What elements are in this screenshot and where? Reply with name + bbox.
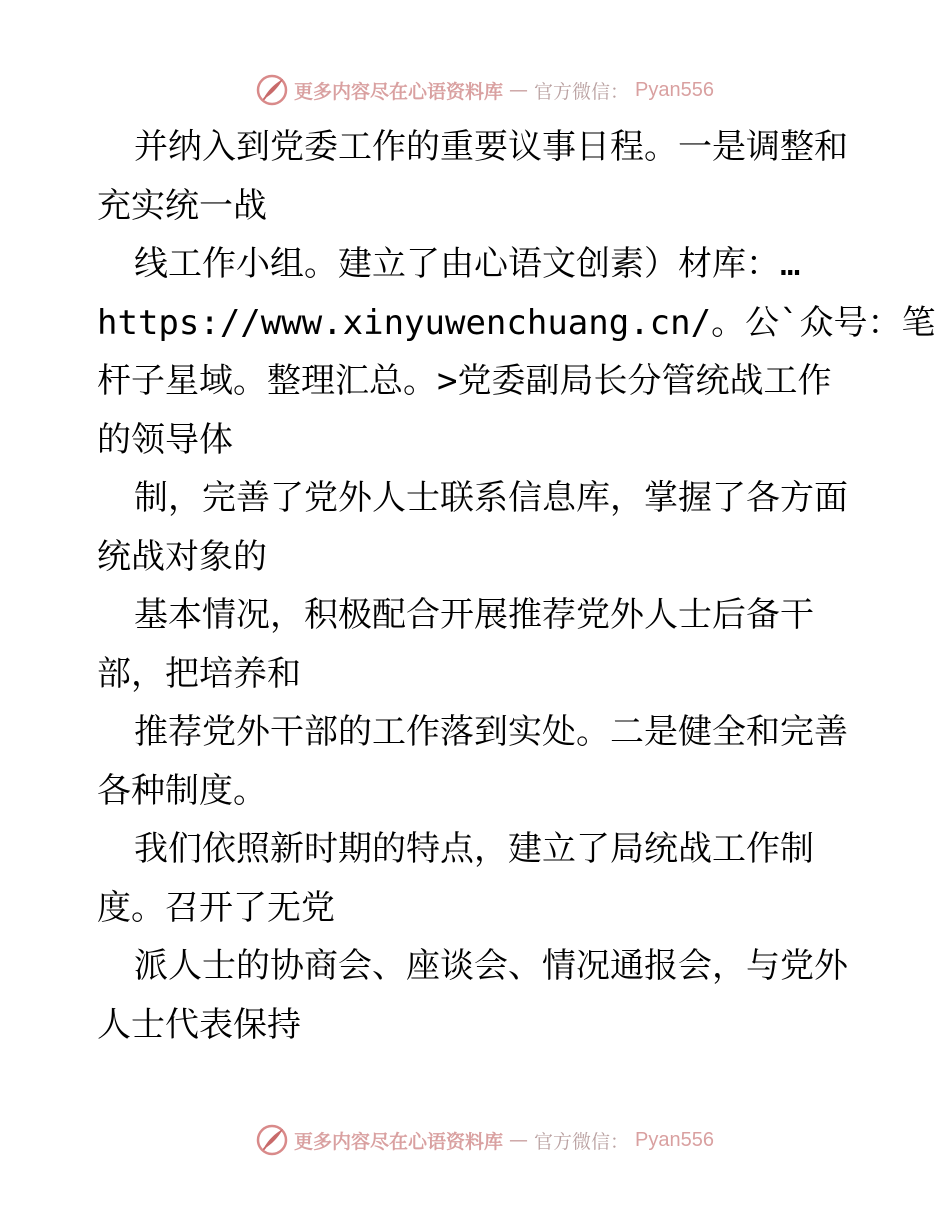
watermark-group [256,74,714,106]
watermark-text: 更多内容尽在心语资料库 [294,1130,504,1153]
text-line: 部，把培养和 [97,653,301,694]
text-line: 制，完善了党外人士联系信息库，掌握了各方面 [134,478,848,518]
watermark-wechat-label: 官方微信： [534,80,630,103]
watermark-dash: — [509,79,529,101]
quill-pen-logo-icon [256,1124,288,1156]
text-line: 基本情况，积极配合开展推荐党外人士后备干 [134,595,814,635]
text-line: 线工作小组。建立了由心语文创素）材库：… [134,244,801,284]
text-line: https://www.xinyuwenchuang.cn/。公`众号：笔 [97,302,936,343]
watermark-group [256,1124,714,1156]
text-line: 各种制度。 [97,770,267,811]
watermark-dash: — [509,1129,529,1151]
text-line: 的领导体 [97,419,233,460]
text-line: 派人士的协商会、座谈会、情况通报会，与党外 [134,946,848,986]
text-line: 度。召开了无党 [97,887,335,928]
footer-watermark [0,1120,950,1160]
text-line: 充实统一战 [97,185,267,226]
watermark-text: 更多内容尽在心语资料库 [294,80,504,103]
watermark-wechat-label: 官方微信： [534,1130,630,1153]
text-line: 杆子星域。整理汇总。>党委副局长分管统战工作 [97,361,832,401]
text-line: 人士代表保持 [97,1004,301,1045]
text-line: 我们依照新时期的特点，建立了局统战工作制 [134,829,814,869]
text-line: 统战对象的 [97,536,267,577]
text-line: 并纳入到党委工作的重要议事日程。一是调整和 [134,127,848,167]
text-line: 推荐党外干部的工作落到实处。二是健全和完善 [134,712,848,752]
document-body [97,118,936,1054]
watermark-wechat-id: Pyan556 [635,1128,714,1151]
header-watermark [0,70,950,110]
quill-pen-logo-icon [256,74,288,106]
watermark-wechat-id: Pyan556 [635,78,714,101]
